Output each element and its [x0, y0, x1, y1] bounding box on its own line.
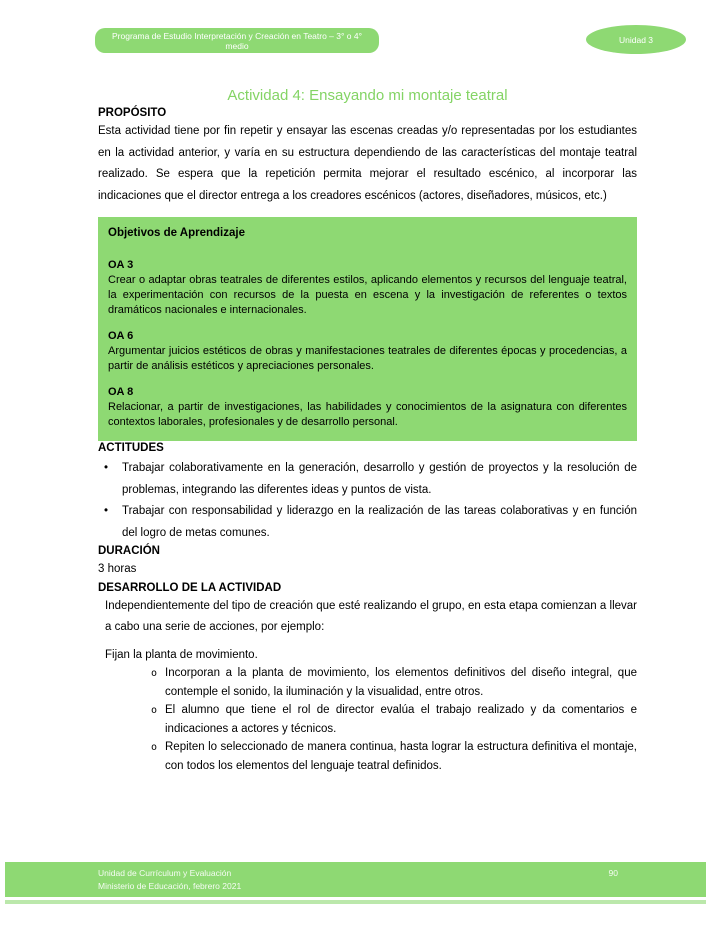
duracion-heading: DURACIÓN	[98, 545, 160, 557]
objetivo-code: OA 6	[108, 330, 134, 342]
page-number: 90	[608, 868, 618, 878]
footer-line2: Ministerio de Educación, febrero 2021	[98, 880, 242, 891]
proposito-heading: PROPÓSITO	[98, 107, 167, 119]
unit-badge: Unidad 3	[586, 25, 686, 54]
desarrollo-intro: Independientemente del tipo de creación que esté realizando el grupo, en esta etapa comienzan a llevar a cabo una serie de acciones, por ejemplo:	[105, 599, 637, 633]
desarrollo-item: o El alumno que tiene el rol de director evalúa el trabajo realizado y da comentarios e indicaciones a actores y técnicos.	[98, 701, 637, 738]
objetivo-text: Argumentar juicios estéticos de obras y manifestaciones teatrales de diferentes épocas y procedencias, a partir de análisis estéticos y apreciaciones personales.	[108, 345, 627, 372]
desarrollo-item: o Repiten lo seleccionado de manera continua, hasta lograr la estructura definitiva el montaje, con todos los elementos del lenguaje teatral definidos.	[98, 738, 637, 775]
footer-line1: Unidad de Currículum y Evaluación	[98, 868, 232, 878]
program-banner: Programa de Estudio Interpretación y Creación en Teatro – 3° o 4° medio	[95, 28, 379, 53]
actitud-item: • Trabajar colaborativamente en la generación, desarrollo y gestión de proyectos y la resolución de problemas, integrando las diferentes ideas y puntos de vista.	[98, 458, 637, 501]
objetivo-oa6	[108, 329, 627, 374]
desarrollo-list	[98, 664, 637, 775]
content-column	[98, 0, 637, 775]
actitud-item: • Trabajar con responsabilidad y liderazgo en la realización de las tareas colaborativas y en función del logro de metas comunes.	[98, 501, 637, 544]
objetivos-box	[98, 217, 637, 441]
objetivo-text: Crear o adaptar obras teatrales de diferentes estilos, aplicando elementos y recursos del lenguaje teatral, la experimentación con recursos de la puesta en escena y la investigación de referentes o textos dramáticos nacionales e internacionales.	[108, 274, 627, 316]
actitudes-list	[98, 458, 637, 544]
footer-credits	[98, 867, 241, 892]
objetivos-heading: Objetivos de Aprendizaje	[108, 227, 245, 239]
activity-title: Actividad 4: Ensayando mi montaje teatral	[227, 87, 508, 104]
footer-bar	[5, 862, 706, 897]
desarrollo-lead: Fijan la planta de movimiento.	[105, 648, 258, 661]
proposito-body: Esta actividad tiene por fin repetir y ensayar las escenas creadas y/o representadas por los estudiantes en la actividad anterior, y varía en su estructura dependiendo de las características del montaje teatral realizado. Se espera que la repetición permita mejorar el resultado escénico, al incorporar las indicaciones que el director entrega a los creadores escénicos (actores, diseñadores, músicos, etc.)	[98, 125, 637, 202]
objetivo-code: OA 3	[108, 259, 134, 271]
objetivo-code: OA 8	[108, 386, 134, 398]
desarrollo-heading: DESARROLLO DE LA ACTIVIDAD	[98, 581, 282, 594]
desarrollo-item: o Incorporan a la planta de movimiento, los elementos definitivos del diseño integral, que contemple el sonido, la iluminación y la visualidad, entre otros.	[98, 664, 637, 701]
actitudes-heading: ACTITUDES	[98, 442, 164, 454]
objetivo-oa8	[108, 385, 627, 430]
footer-accent-line	[5, 900, 706, 904]
objetivo-text: Relacionar, a partir de investigaciones, las habilidades y conocimientos de la asignatura con diferentes contextos laborales, profesionales y de desarrollo personal.	[108, 401, 627, 428]
objetivo-oa3	[108, 258, 627, 318]
duracion-value: 3 horas	[98, 563, 137, 575]
